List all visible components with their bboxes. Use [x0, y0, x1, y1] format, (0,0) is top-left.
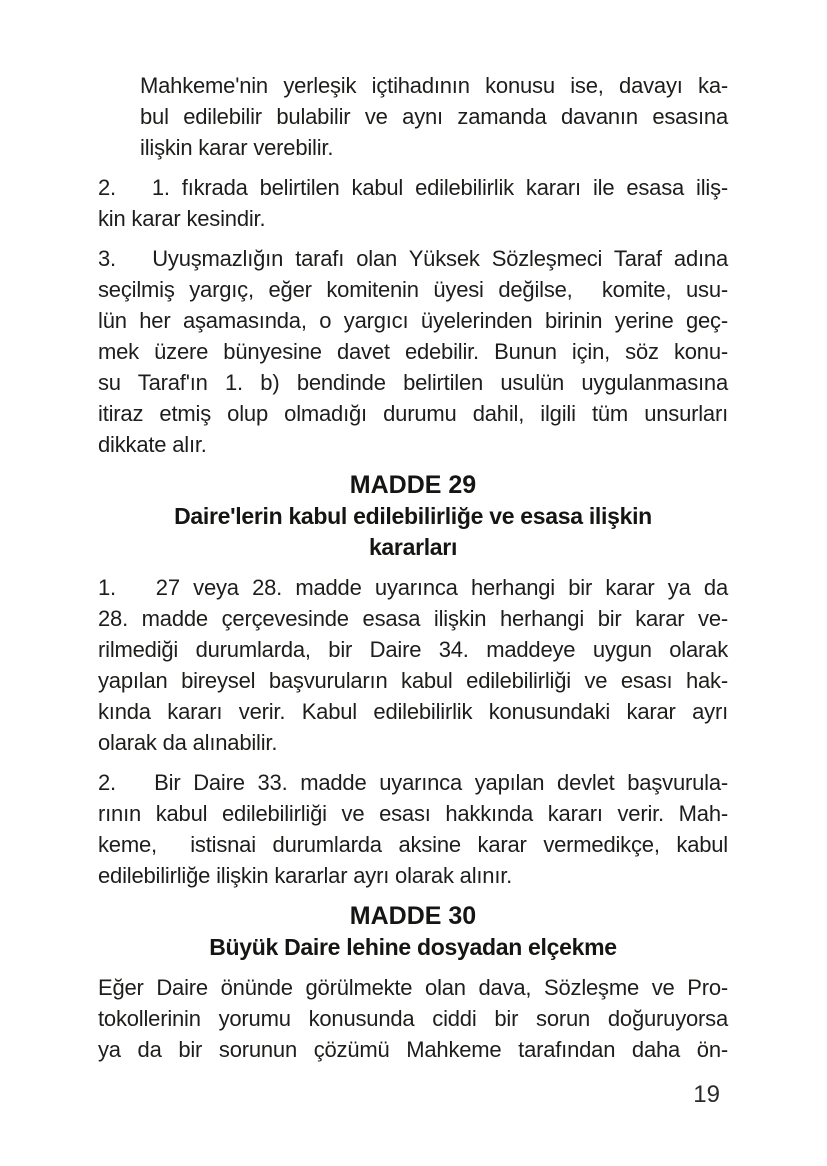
paragraph — [98, 767, 728, 891]
text-line: lün her aşamasında, o yargıcı üyelerinden birinin yerine geç- — [98, 308, 728, 333]
paragraph — [98, 172, 728, 234]
text-line: 3. Uyuşmazlığın tarafı olan Yüksek Sözleşmeci Taraf adına — [98, 246, 728, 271]
text-line: mek üzere bünyesine davet edebilir. Bunun için, söz konu- — [98, 339, 728, 364]
text-line: rilmediği durumlarda, bir Daire 34. maddeye uygun olarak — [98, 637, 728, 662]
text-line: bul edilebilir bulabilir ve aynı zamanda davanın esasına — [140, 104, 728, 129]
article-title-heading — [98, 932, 728, 963]
text-line: su Taraf'ın 1. b) bendinde belirtilen usulün uygulanmasına — [98, 370, 728, 395]
text-line: seçilmiş yargıç, eğer komitenin üyesi değilse, komite, usu- — [98, 277, 728, 302]
paragraph — [140, 70, 728, 163]
text-line: rının kabul edilebilirliği ve esası hakkında kararı verir. Mah- — [98, 801, 728, 826]
heading-line: Büyük Daire lehine dosyadan elçekme — [209, 934, 617, 960]
text-line: itiraz etmiş olup olmadığı durumu dahil, ilgili tüm unsurları — [98, 401, 728, 426]
document-body — [98, 70, 728, 1065]
paragraph — [98, 572, 728, 758]
text-line: Mahkeme'nin yerleşik içtihadının konusu ise, davayı ka- — [140, 73, 728, 98]
article-title-heading — [98, 501, 728, 563]
article-number-heading: MADDE 30 — [349, 902, 477, 930]
text-line: tokollerinin yorumu konusunda ciddi bir sorun doğuruyorsa — [98, 1006, 728, 1031]
article-number-heading: MADDE 29 — [349, 471, 477, 499]
text-line: 28. madde çerçevesinde esasa ilişkin herhangi bir karar ve- — [98, 606, 728, 631]
text-line: ilişkin karar verebilir. — [140, 135, 334, 160]
paragraph — [98, 243, 728, 460]
page-number: 19 — [693, 1081, 720, 1108]
heading-line: Daire'lerin kabul edilebilirliğe ve esasa ilişkin — [174, 503, 652, 529]
text-line: 2. Bir Daire 33. madde uyarınca yapılan devlet başvurula- — [98, 770, 728, 795]
text-line: dikkate alır. — [98, 432, 207, 457]
text-line: edilebilirliğe ilişkin kararlar ayrı olarak alınır. — [98, 863, 513, 888]
text-line: olarak da alınabilir. — [98, 730, 278, 755]
paragraph — [98, 972, 728, 1065]
text-line: Eğer Daire önünde görülmekte olan dava, Sözleşme ve Pro- — [98, 975, 728, 1000]
text-line: ya da bir sorunun çözümü Mahkeme tarafından daha ön- — [98, 1037, 728, 1062]
text-line: kin karar kesindir. — [98, 206, 266, 231]
text-line: yapılan bireysel başvuruların kabul edilebilirliği ve esası hak- — [98, 668, 728, 693]
text-line: kında kararı verir. Kabul edilebilirlik konusundaki karar ayrı — [98, 699, 728, 724]
text-line: keme, istisnai durumlarda aksine karar vermedikçe, kabul — [98, 832, 728, 857]
heading-line: kararları — [368, 534, 458, 560]
text-line: 1. 27 veya 28. madde uyarınca herhangi bir karar ya da — [98, 575, 728, 600]
text-line: 2. 1. fıkrada belirtilen kabul edilebilirlik kararı ile esasa iliş- — [98, 175, 728, 200]
